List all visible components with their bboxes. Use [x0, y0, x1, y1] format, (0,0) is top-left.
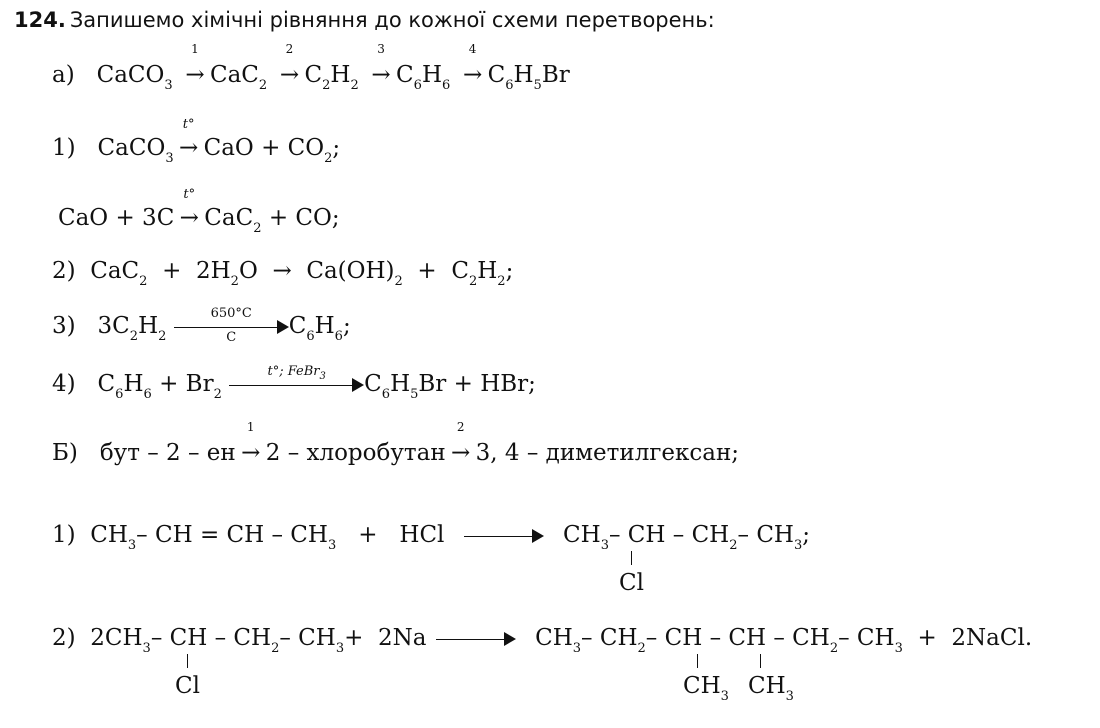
step-number: 1: [191, 42, 199, 56]
conditions-arrow: [174, 306, 289, 345]
compound: O: [238, 258, 258, 284]
subscript: 6: [413, 78, 422, 93]
compound: H: [513, 62, 534, 88]
subscript: 3: [142, 641, 151, 656]
branch-methyl-1: [683, 673, 729, 704]
step-number: 3: [377, 42, 385, 56]
compound: C: [396, 62, 414, 88]
compound: C: [288, 313, 307, 339]
subscript: 2: [158, 329, 167, 344]
plus-sign: +: [417, 258, 437, 284]
arrow-shaft: [229, 385, 354, 386]
compound: CaC: [204, 205, 254, 231]
subscript: 6: [442, 78, 451, 93]
branch-bond: [631, 551, 632, 565]
equation-label: 4): [52, 371, 76, 397]
subscript: 2: [253, 221, 262, 236]
terminator: ;: [342, 313, 351, 339]
subscript: 2: [729, 538, 738, 553]
condition: t°: [182, 117, 195, 132]
reactant: + Br: [159, 371, 214, 397]
condition-text: t°; FeBr: [267, 364, 320, 379]
formula-part: 2CH: [90, 625, 143, 651]
condition-catalyst: C: [226, 330, 237, 345]
equation-2: [52, 258, 514, 289]
condition: t°: [183, 187, 196, 202]
branch-substituent: Cl: [175, 673, 200, 699]
subscript: 2: [258, 78, 268, 93]
subscript: 3: [785, 689, 794, 704]
subscript: 2: [637, 641, 646, 656]
condition-label: [229, 364, 364, 382]
step-arrow: 2 →: [446, 440, 476, 466]
branch-methyl-2: [748, 673, 794, 704]
step-number: 4: [468, 42, 477, 56]
subscript: 6: [306, 329, 315, 344]
scheme-a: [52, 42, 570, 93]
heat-arrow: t° →: [174, 205, 204, 231]
subscript: 2: [129, 329, 139, 344]
subscript: 2: [139, 274, 148, 289]
plus-sign: +: [917, 625, 937, 651]
branch-bond: [760, 654, 761, 668]
subscript: 3: [793, 538, 803, 553]
subscript: 5: [410, 387, 419, 402]
condition-temperature: 650°C: [210, 306, 252, 321]
subscript: 3: [165, 151, 174, 166]
subscript: 2: [829, 641, 839, 656]
formula-part: – CH: [279, 625, 336, 651]
arrow-head: [532, 529, 544, 543]
subscript: 6: [505, 78, 514, 93]
subscript: 6: [381, 387, 391, 402]
terminator: ;: [505, 258, 514, 284]
formula-part: – CH: [838, 625, 895, 651]
step-arrow: 1 →: [236, 440, 266, 466]
compound: H: [138, 313, 159, 339]
subscript: 3: [327, 538, 337, 553]
heat-arrow: t° →: [174, 135, 204, 161]
conditions-arrow: [229, 364, 364, 398]
subscript: 2: [213, 387, 222, 402]
arrow-head: [504, 632, 516, 646]
step-number: 2: [456, 420, 465, 434]
formula-part: CH: [683, 673, 721, 699]
reaction-arrow: [436, 626, 516, 652]
reagent: 2Na: [378, 625, 427, 651]
equation-1: [52, 117, 341, 166]
compound-name: 3, 4 – диметилгексан;: [475, 440, 740, 466]
branch-substituent: Cl: [619, 570, 644, 596]
terminator: ;: [332, 135, 341, 161]
formula-part: – CH: [737, 522, 794, 548]
compound: H: [314, 313, 335, 339]
arrow-shaft: [464, 536, 534, 537]
products: + CO;: [268, 205, 340, 231]
compound: C: [97, 371, 116, 397]
subscript: 3: [127, 538, 137, 553]
compound: CaC: [90, 258, 140, 284]
compound: C: [451, 258, 469, 284]
equation-4: [52, 364, 536, 402]
scheme-b: [52, 420, 740, 466]
subscript: 3: [720, 689, 729, 704]
compound: H: [477, 258, 498, 284]
subscript: 6: [143, 387, 152, 402]
subscript: 2: [468, 274, 478, 289]
equation-label: 2): [52, 258, 76, 284]
compound: C: [487, 62, 506, 88]
subscript: 2: [322, 78, 331, 93]
reaction-arrow: [464, 523, 544, 549]
formula-part: – CH: [581, 625, 638, 651]
compound: H: [330, 62, 351, 88]
equation-1b: [58, 187, 340, 236]
product: 2NaCl.: [951, 625, 1033, 651]
subscript: 2: [497, 274, 506, 289]
compound-name: 2 – хлоробутан: [265, 440, 446, 466]
subscript: 3: [164, 78, 173, 93]
subscript: 6: [115, 387, 124, 402]
subscript: 2: [324, 151, 333, 166]
problem-title: [14, 8, 715, 32]
compound: H: [123, 371, 144, 397]
formula-part: CH: [90, 522, 128, 548]
subscript: 3: [600, 538, 609, 553]
branch-bond: [187, 654, 188, 668]
step-number: 1: [246, 420, 255, 434]
formula-part: – CH – CH: [150, 625, 272, 651]
compound: Br: [541, 62, 570, 88]
formula-part: – CH – CH: [608, 522, 730, 548]
scheme-a-label: а): [52, 62, 75, 88]
compound: H: [421, 62, 442, 88]
arrow-head: [352, 378, 364, 392]
formula-part: CH: [535, 625, 573, 651]
reagent: HCl: [399, 522, 445, 548]
step-arrow: 1 →: [180, 62, 210, 88]
subscript: 2: [230, 274, 239, 289]
compound: CaCO: [96, 62, 165, 88]
equation-label: 1): [52, 135, 76, 161]
formula-part: CH: [748, 673, 786, 699]
subscript: 3: [572, 641, 582, 656]
formula-part: – CH – CH – CH: [645, 625, 830, 651]
equation-label: 1): [52, 522, 76, 548]
branch-bond: [697, 654, 698, 668]
step-arrow: 2 →: [275, 62, 305, 88]
compound-name: бут – 2 – ен: [99, 440, 236, 466]
subscript: 2: [271, 641, 280, 656]
equation-b1: [52, 522, 811, 553]
products: CaO + CO: [203, 135, 325, 161]
compound: 3C: [97, 313, 130, 339]
compound: CaCO: [97, 135, 166, 161]
compound: C: [364, 371, 382, 397]
subscript: 6: [334, 329, 343, 344]
subscript: 2: [394, 274, 403, 289]
plus-sign: +: [344, 625, 364, 651]
compound: C: [304, 62, 323, 88]
step-arrow: 4 →: [458, 62, 488, 88]
equation-label: 2): [52, 625, 76, 651]
equation-3: [52, 306, 351, 345]
subscript: 3: [894, 641, 903, 656]
scheme-b-label: Б): [52, 440, 78, 466]
compound: H: [390, 371, 411, 397]
reaction-arrow: →: [272, 258, 292, 284]
arrow-shaft: [436, 639, 506, 640]
problem-number: 124.: [14, 8, 66, 32]
formula-part: CH: [563, 522, 601, 548]
subscript: 5: [533, 78, 542, 93]
products: Br + HBr;: [418, 371, 536, 397]
plus-sign: +: [162, 258, 182, 284]
subscript: 3: [319, 371, 326, 382]
equation-b2: [52, 625, 1033, 656]
compound: CaC: [209, 62, 259, 88]
subscript: 3: [335, 641, 345, 656]
plus-sign: +: [358, 522, 378, 548]
reactants: CaO + 3C: [58, 205, 175, 231]
terminator: ;: [802, 522, 811, 548]
step-number: 2: [285, 42, 294, 56]
subscript: 2: [350, 78, 359, 93]
equation-label: 3): [52, 313, 76, 339]
compound: 2H: [195, 258, 231, 284]
arrow-shaft: [174, 327, 279, 328]
compound: Ca(OH): [306, 258, 395, 284]
step-arrow: 3 →: [366, 62, 396, 88]
problem-text: Запишемо хімічні рівняння до кожної схеми перетворень:: [69, 8, 715, 32]
formula-part: – CH = CH – CH: [136, 522, 328, 548]
